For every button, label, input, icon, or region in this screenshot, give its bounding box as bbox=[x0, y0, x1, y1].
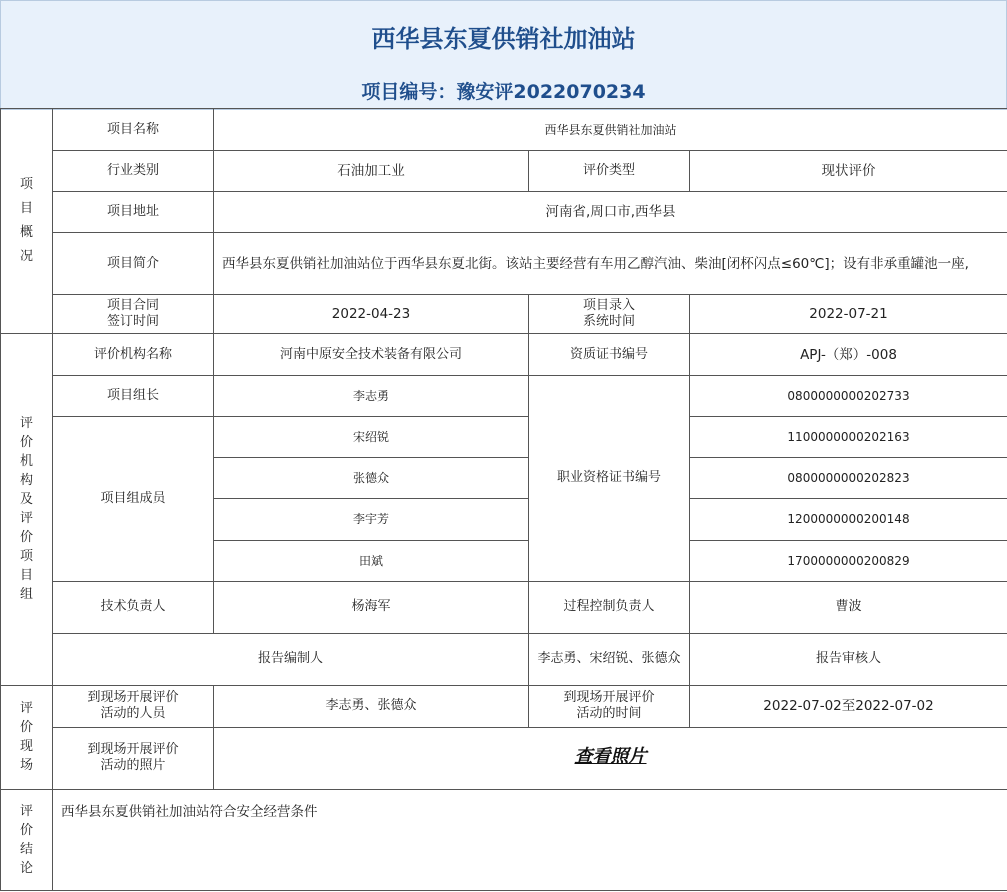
entry-date-value: 2022-07-21 bbox=[690, 295, 1007, 334]
entry-date-label: 项目录入 系统时间 bbox=[529, 295, 690, 334]
contract-date-value: 2022-04-23 bbox=[214, 295, 529, 334]
row-site-people bbox=[1, 685, 1007, 727]
brief-value: 西华县东夏供销社加油站位于西华县东夏北街。该站主要经营有车用乙醇汽油、柴油[闭杯闪点≤60℃]；设有非承重罐池一座, bbox=[214, 233, 1007, 295]
row-leader bbox=[1, 376, 1007, 417]
section-label-conclusion: 评 价 结 论 bbox=[1, 789, 53, 890]
project-name-label: 项目名称 bbox=[53, 109, 214, 151]
process-value: 曹波 bbox=[690, 581, 1007, 633]
tech-label: 技术负责人 bbox=[53, 581, 214, 633]
cert-label: 资质证书编号 bbox=[529, 334, 690, 376]
row-site-photo bbox=[1, 727, 1007, 789]
industry-value: 石油加工业 bbox=[214, 151, 529, 192]
site-photo-label: 到现场开展评价 活动的照片 bbox=[53, 727, 214, 789]
conclusion-text: 西华县东夏供销社加油站符合安全经营条件 bbox=[53, 789, 1007, 890]
row-project-name bbox=[1, 109, 1007, 151]
row-conclusion bbox=[1, 789, 1007, 890]
leader-label: 项目组长 bbox=[53, 376, 214, 417]
section-label-agency: 评 价 机 构 及 评 价 项 目 组 bbox=[1, 334, 53, 685]
view-photos-link[interactable]: 查看照片 bbox=[574, 746, 647, 768]
page-header bbox=[0, 0, 1007, 110]
member-cert: 0800000000202823 bbox=[690, 458, 1007, 499]
row-brief bbox=[1, 233, 1007, 295]
member-cert: 1100000000202163 bbox=[690, 417, 1007, 458]
section-label-site: 评 价 现 场 bbox=[1, 685, 53, 789]
contract-date-label: 项目合同 签订时间 bbox=[53, 295, 214, 334]
site-people-label: 到现场开展评价 活动的人员 bbox=[53, 685, 214, 727]
member-name: 田斌 bbox=[214, 540, 529, 581]
member-cert: 1700000000200829 bbox=[690, 540, 1007, 581]
org-label: 评价机构名称 bbox=[53, 334, 214, 376]
org-value: 河南中原安全技术装备有限公司 bbox=[214, 334, 529, 376]
leader-name: 李志勇 bbox=[214, 376, 529, 417]
row-address bbox=[1, 192, 1007, 233]
tech-value: 杨海军 bbox=[214, 581, 529, 633]
page-title: 西华县东夏供销社加油站 bbox=[371, 25, 636, 53]
row-industry bbox=[1, 151, 1007, 192]
row-dates bbox=[1, 295, 1007, 334]
process-label: 过程控制负责人 bbox=[529, 581, 690, 633]
project-number: 项目编号：豫安评2022070234 bbox=[361, 81, 646, 103]
row-org bbox=[1, 334, 1007, 376]
member-cert: 1200000000200148 bbox=[690, 499, 1007, 540]
member-name: 张德众 bbox=[214, 458, 529, 499]
report-reviewer-label: 报告审核人 bbox=[690, 633, 1007, 685]
row-tech bbox=[1, 581, 1007, 633]
table-row bbox=[1, 417, 1007, 458]
site-time-label: 到现场开展评价 活动的时间 bbox=[529, 685, 690, 727]
site-people-value: 李志勇、张德众 bbox=[214, 685, 529, 727]
member-name: 宋绍锐 bbox=[214, 417, 529, 458]
project-name-value: 西华县东夏供销社加油站 bbox=[214, 109, 1007, 151]
row-report bbox=[1, 633, 1007, 685]
report-author-label: 报告编制人 bbox=[53, 633, 529, 685]
members-label: 项目组成员 bbox=[53, 417, 214, 581]
brief-label: 项目简介 bbox=[53, 233, 214, 295]
member-name: 李宇芳 bbox=[214, 499, 529, 540]
eval-type-value: 现状评价 bbox=[690, 151, 1007, 192]
project-info-table bbox=[0, 108, 1007, 891]
site-time-value: 2022-07-02至2022-07-02 bbox=[690, 685, 1007, 727]
industry-label: 行业类别 bbox=[53, 151, 214, 192]
report-author-value: 李志勇、宋绍锐、张德众 bbox=[529, 633, 690, 685]
cert-value: APJ-（郑）-008 bbox=[690, 334, 1007, 376]
leader-cert: 0800000000202733 bbox=[690, 376, 1007, 417]
section-label-overview: 项 目 概 况 bbox=[1, 109, 53, 334]
address-label: 项目地址 bbox=[53, 192, 214, 233]
address-value: 河南省,周口市,西华县 bbox=[214, 192, 1007, 233]
eval-type-label: 评价类型 bbox=[529, 151, 690, 192]
qual-cert-label: 职业资格证书编号 bbox=[529, 376, 690, 581]
site-photo-cell bbox=[214, 727, 1007, 789]
